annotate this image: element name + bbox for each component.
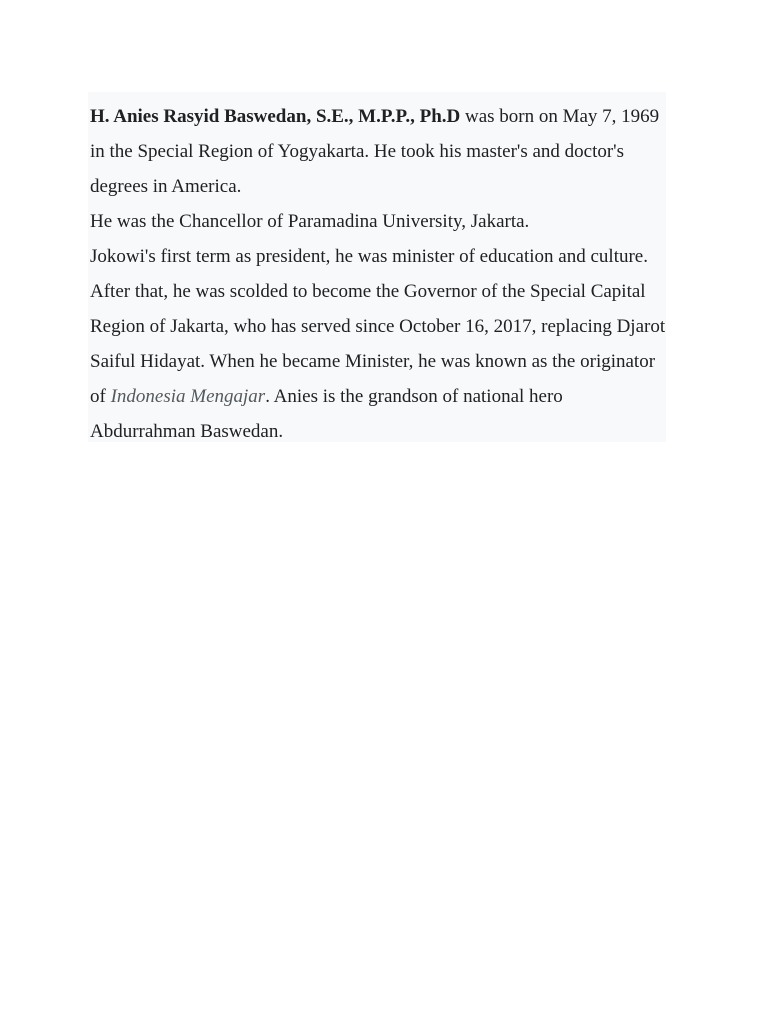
paragraph-career <box>90 239 666 449</box>
biography-text-block <box>88 92 666 442</box>
chancellor-text: He was the Chancellor of Paramadina University, Jakarta. <box>90 211 530 232</box>
indonesia-mengajar-term: Indonesia Mengajar <box>110 386 266 407</box>
birth-details-text: was born on May 7, 1969 in the Special Region of Yogyakarta. He took his master's and doctor's degrees in America. <box>90 106 660 197</box>
paragraph-birth <box>90 99 666 204</box>
heritage-text: . Anies is the grandson of national hero Abdurrahman Baswedan. <box>90 386 563 442</box>
paragraph-chancellor <box>90 204 666 239</box>
person-full-name: H. Anies Rasyid Baswedan, S.E., M.P.P., Ph.D <box>90 106 461 127</box>
career-text: Jokowi's first term as president, he was minister of education and culture. After that, he was scolded to become the Governor of the Special Capital Region of Jakarta, who has served since October 16, 2017, replacing Djarot Saiful Hidayat. When he became Minister, he was known as the originator of <box>90 246 666 407</box>
